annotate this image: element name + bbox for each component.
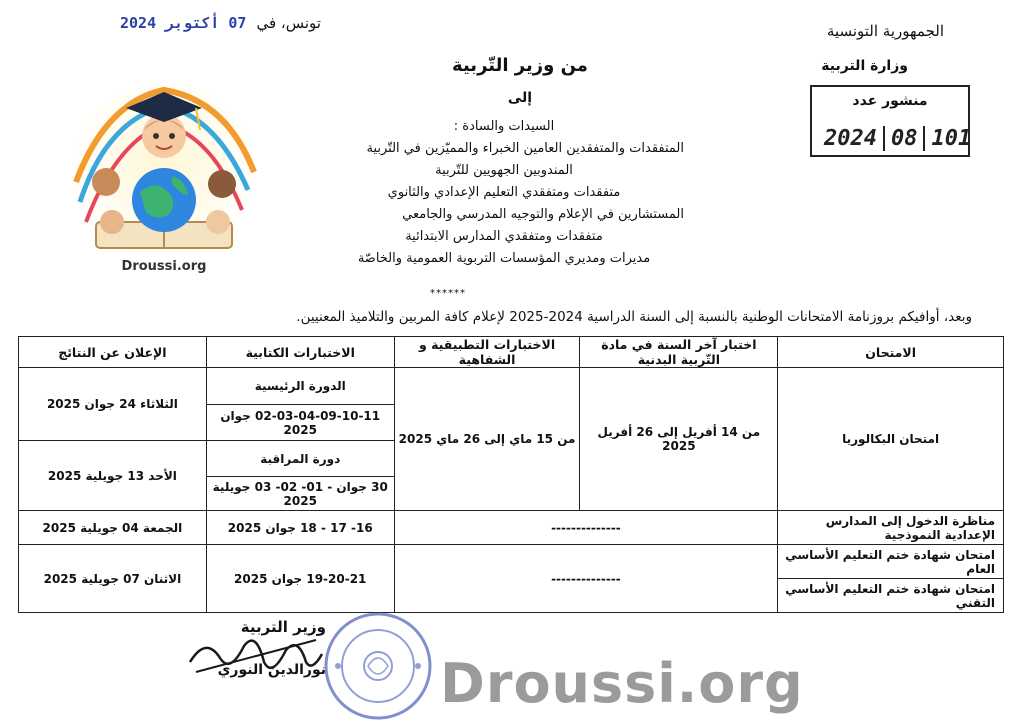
circular-number <box>818 126 972 151</box>
exam-name-pioneer: مناظرة الدخول إلى المدارس الإعدادية النموذجية <box>778 511 1004 545</box>
droussi-logo <box>66 72 262 280</box>
basic-dash: -------------- <box>394 545 778 613</box>
table-row <box>19 368 1004 405</box>
addressee-line: المستشارين في الإعلام والتوجيه المدرسي والجامعي <box>402 207 684 222</box>
circular-serial: 101 <box>923 126 977 151</box>
table-row <box>19 511 1004 545</box>
bac-practical-dates: من 15 ماي إلى 26 ماي 2025 <box>394 368 580 511</box>
header-results: الإعلان عن النتائج <box>19 337 207 368</box>
bac-control-session-dates: 30 جوان - 01- 02- 03 جويلية 2025 <box>206 477 394 511</box>
date-line <box>120 14 321 32</box>
separator-stars: ****** <box>430 288 466 299</box>
exam-name-basic-technical: امتحان شهادة ختم التعليم الأساسي التقني <box>778 579 1004 613</box>
pioneer-results: الجمعة 04 جويلية 2025 <box>19 511 207 545</box>
exam-name-basic-general: امتحان شهادة ختم التعليم الأساسي العام <box>778 545 1004 579</box>
pioneer-written-dates: 16- 17 - 18 جوان 2025 <box>206 511 394 545</box>
republic-label: الجمهورية التونسية <box>826 22 944 40</box>
circular-year: 2024 <box>824 126 877 151</box>
date-prefix: تونس، في <box>256 14 321 32</box>
exam-schedule-table <box>18 336 1004 613</box>
addressee-line: متفقدات ومتفقدي المدارس الابتدائية <box>405 229 603 244</box>
addressee-line: المتفقدات والمتفقدين العامين الخبراء والمميّزين في التّربية <box>366 141 684 156</box>
bac-main-session-dates: 02-03-04-09-10-11 جوان 2025 <box>206 405 394 441</box>
header-pe: اختبار آخر السنة في مادة التّربية البدنية <box>580 337 778 368</box>
bac-main-session-label: الدورة الرئيسية <box>206 368 394 405</box>
signature-title: وزير التربية <box>240 618 326 636</box>
logo-caption: Droussi.org <box>121 259 207 274</box>
minister-signature <box>186 618 326 688</box>
basic-written-dates: 19-20-21 جوان 2025 <box>206 545 394 613</box>
pioneer-dash: -------------- <box>394 511 778 545</box>
circular-number-box <box>810 85 970 157</box>
letter-to: إلى <box>507 90 533 106</box>
table-header-row <box>19 337 1004 368</box>
circular-month: 08 <box>883 126 924 151</box>
droussi-watermark: Droussi.org <box>440 652 804 715</box>
addressee-line: متفقدات ومتفقدي التعليم الإعدادي والثانوي <box>387 185 621 200</box>
seal-icon <box>322 610 434 722</box>
bac-control-session-label: دورة المراقبة <box>206 441 394 477</box>
header-written: الاختبارات الكتابية <box>206 337 394 368</box>
bac-pe-dates: من 14 أفريل إلى 26 أفريل 2025 <box>580 368 778 511</box>
date-stamp: 07 أكتوبر 2024 <box>120 14 247 32</box>
letter-from: من وزير التّربية <box>452 55 588 76</box>
ministry-label: وزارة التربية <box>821 58 908 74</box>
addressee-list <box>324 116 684 270</box>
table-row <box>19 545 1004 579</box>
addressee-line: مديرات ومديري المؤسسات التربوية العمومية والخاصّة <box>357 251 651 266</box>
circular-label: منشور عدد <box>852 93 928 109</box>
addressee-line: المندوبين الجهويين للتّربية <box>435 163 573 178</box>
official-seal <box>322 610 434 722</box>
intro-paragraph: وبعد، أوافيكم بروزنامة الامتحانات الوطنية بالنسبة إلى السنة الدراسية 2024-2025 لإعلام كافة المربين والتلاميذ المعنيين. <box>296 309 972 325</box>
basic-results: الاثنان 07 جويلية 2025 <box>19 545 207 613</box>
header-exam: الامتحان <box>778 337 1004 368</box>
signature-name: نورالدين النوري <box>217 662 326 678</box>
addressee-line: السيدات والسادة : <box>453 119 555 134</box>
bac-control-results: الأحد 13 جويلية 2025 <box>19 441 207 511</box>
bac-main-results: الثلاثاء 24 جوان 2025 <box>19 368 207 441</box>
header-practical: الاختبارات التطبيقية و الشفاهية <box>394 337 580 368</box>
exam-name-bac: امتحان البكالوريا <box>778 368 1004 511</box>
